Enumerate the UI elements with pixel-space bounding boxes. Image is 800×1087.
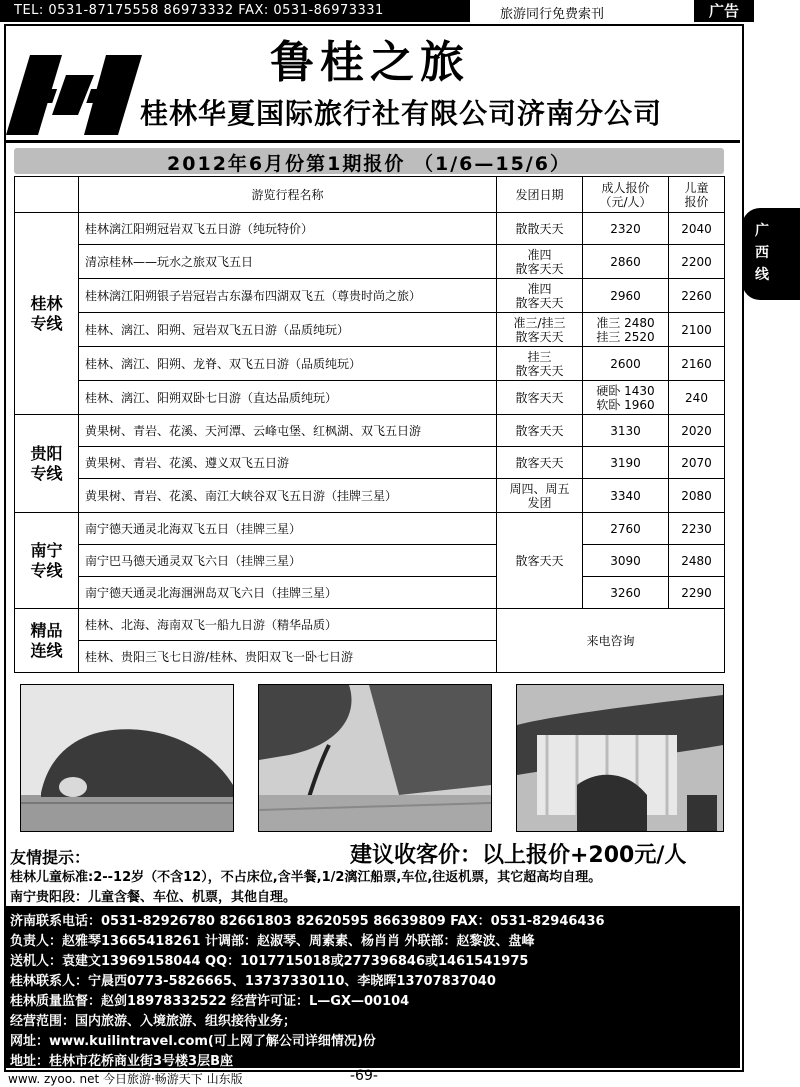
table-row [15, 447, 725, 479]
adult-price: 3340 [583, 479, 669, 513]
route-name: 桂林、贵阳三飞七日游/桂林、贵阳双飞一卧七日游 [79, 641, 497, 673]
contact-line: 桂林质量监督：赵剑18978332522 经营许可证：L—GX—00104 [10, 994, 410, 1009]
child-price: 2080 [669, 479, 725, 513]
depart-date: 散散天天 [497, 213, 583, 245]
route-name: 黄果树、青岩、花溪、南江大峡谷双飞五日游（挂牌三星） [79, 479, 497, 513]
table-row [15, 577, 725, 609]
table-header-row [15, 177, 725, 213]
table-row [15, 213, 725, 245]
adult-price: 2600 [583, 347, 669, 381]
call-for-inquiry: 来电咨询 [497, 609, 725, 673]
header-adult: 成人报价 （元/人） [583, 177, 669, 213]
route-name: 桂林、漓江、阳朔双卧七日游（直达品质纯玩） [79, 381, 497, 415]
contact-line: 经营范围：国内旅游、入境旅游、组织接待业务； [10, 1014, 297, 1029]
depart-date: 挂三 散客天天 [497, 347, 583, 381]
price-table [14, 176, 725, 673]
contact-line: 地址：桂林市花桥商业街3号楼3层B座 [10, 1054, 233, 1069]
child-price: 2230 [669, 513, 725, 545]
table-row [15, 415, 725, 447]
child-standard-note: 桂林儿童标准:2--12岁（不含12），不占床位,含半餐,1/2漓江船票,车位,往返机票，其它超高均自理。 [10, 870, 602, 885]
child-price: 2020 [669, 415, 725, 447]
adult-price: 3130 [583, 415, 669, 447]
depart-date: 准四 散客天天 [497, 279, 583, 313]
contact-line: 送机人：袁建文13969158044 QQ：1017715018或277396846或1461541975 [10, 954, 529, 969]
route-name: 桂林、漓江、阳朔、龙脊、双飞五日游（品质纯玩） [79, 347, 497, 381]
adult-price: 3190 [583, 447, 669, 479]
nanning-guiyang-note: 南宁贵阳段：儿童含餐、车位、机票，其他自理。 [10, 890, 297, 905]
footer-text: www. zyoo. net 今日旅游·畅游天下 山东版 [8, 1072, 243, 1086]
contact-line: 负责人：赵雅琴13665418261 计调部：赵淑琴、周素素、杨肖肖 外联部：赵黎波、盘峰 [10, 934, 535, 949]
route-name: 桂林漓江阳朔冠岩双飞五日游（纯玩特价） [79, 213, 497, 245]
contact-line: 济南联系电话：0531-82926780 82661803 82620595 86639809 FAX：0531-82946436 [10, 914, 605, 929]
depart-date: 散客天天 [497, 381, 583, 415]
suggested-price: 建议收客价：以上报价+200元/人 [350, 843, 687, 868]
adult-price: 2320 [583, 213, 669, 245]
child-price: 2260 [669, 279, 725, 313]
route-name: 南宁德天通灵北海涠洲岛双飞六日（挂牌三星） [79, 577, 497, 609]
company-name: 桂林华夏国际旅行社有限公司济南分公司 [140, 97, 663, 130]
photo-waterfall [516, 684, 724, 832]
route-name: 桂林、漓江、阳朔、冠岩双飞五日游（品质纯玩） [79, 313, 497, 347]
table-row [15, 245, 725, 279]
route-name: 黄果树、青岩、花溪、天河潭、云峰屯堡、红枫湖、双飞五日游 [79, 415, 497, 447]
company-logo-icon [6, 55, 142, 135]
photo-elephant-trunk-hill [20, 684, 234, 832]
table-row [15, 347, 725, 381]
depart-date: 散客天天 [497, 447, 583, 479]
child-price: 2070 [669, 447, 725, 479]
header-route: 游览行程名称 [79, 177, 497, 213]
table-row [15, 381, 725, 415]
table-row [15, 313, 725, 347]
depart-date: 周四、周五 发团 [497, 479, 583, 513]
depart-date: 准四 散客天天 [497, 245, 583, 279]
header-date: 发团日期 [497, 177, 583, 213]
contact-line: 桂林联系人：宁晨西0773-5826665、13737330110、李晓晖13707837040 [10, 974, 496, 989]
region-jingpin: 精品 连线 [15, 609, 79, 673]
route-name: 黄果树、青岩、花溪、遵义双飞五日游 [79, 447, 497, 479]
header-region [15, 177, 79, 213]
route-name: 南宁德天通灵北海双飞五日（挂牌三星） [79, 513, 497, 545]
depart-date: 准三/挂三 散客天天 [497, 313, 583, 347]
top-free-copy-text: 旅游同行免费索刊 [500, 7, 605, 22]
region-guilin: 桂林 专线 [15, 213, 79, 415]
contact-line: 网址：www.kuilintravel.com(可上网了解公司详细情况)份 [10, 1034, 376, 1049]
route-name: 南宁巴马德天通灵双飞六日（挂牌三星） [79, 545, 497, 577]
child-price: 2480 [669, 545, 725, 577]
table-row [15, 479, 725, 513]
table-row [15, 513, 725, 545]
adult-price: 准三 2480 挂三 2520 [583, 313, 669, 347]
table-row [15, 545, 725, 577]
brand-title: 鲁桂之旅 [270, 37, 470, 88]
page-number: -69- [350, 1068, 378, 1084]
route-name: 清凉桂林——玩水之旅双飞五日 [79, 245, 497, 279]
depart-date: 散客天天 [497, 415, 583, 447]
table-row [15, 609, 725, 641]
adult-price: 硬卧 1430 软卧 1960 [583, 381, 669, 415]
contact-block [4, 906, 740, 1068]
side-tab-label: 广 西 线 [755, 223, 769, 283]
child-price: 2160 [669, 347, 725, 381]
adult-price: 2760 [583, 513, 669, 545]
price-banner-text: 2012年6月份第1期报价 （1/6—15/6） [167, 153, 571, 175]
top-tel-fax: TEL: 0531-87175558 86973332 FAX: 0531-86973331 [14, 3, 384, 18]
depart-date: 散客天天 [497, 513, 583, 609]
header-child: 儿童 报价 [669, 177, 725, 213]
child-price: 240 [669, 381, 725, 415]
photo-river-tree [258, 684, 492, 832]
side-tab-guangxi [742, 208, 800, 300]
route-name: 桂林漓江阳朔银子岩冠岩古东瀑布四湖双飞五（尊贵时尚之旅） [79, 279, 497, 313]
adult-price: 3090 [583, 545, 669, 577]
tips-title: 友情提示： [10, 848, 91, 867]
table-row [15, 279, 725, 313]
adult-price: 2960 [583, 279, 669, 313]
child-price: 2290 [669, 577, 725, 609]
top-bar [0, 0, 800, 22]
route-name: 桂林、北海、海南双飞一船九日游（精华品质） [79, 609, 497, 641]
child-price: 2040 [669, 213, 725, 245]
region-guiyang: 贵阳 专线 [15, 415, 79, 513]
top-bar-black-strip [0, 0, 470, 22]
adult-price: 2860 [583, 245, 669, 279]
price-banner [14, 148, 724, 174]
region-nanning: 南宁 专线 [15, 513, 79, 609]
adult-price: 3260 [583, 577, 669, 609]
child-price: 2200 [669, 245, 725, 279]
header-divider [6, 140, 740, 143]
child-price: 2100 [669, 313, 725, 347]
ad-badge: 广告 [694, 0, 754, 22]
